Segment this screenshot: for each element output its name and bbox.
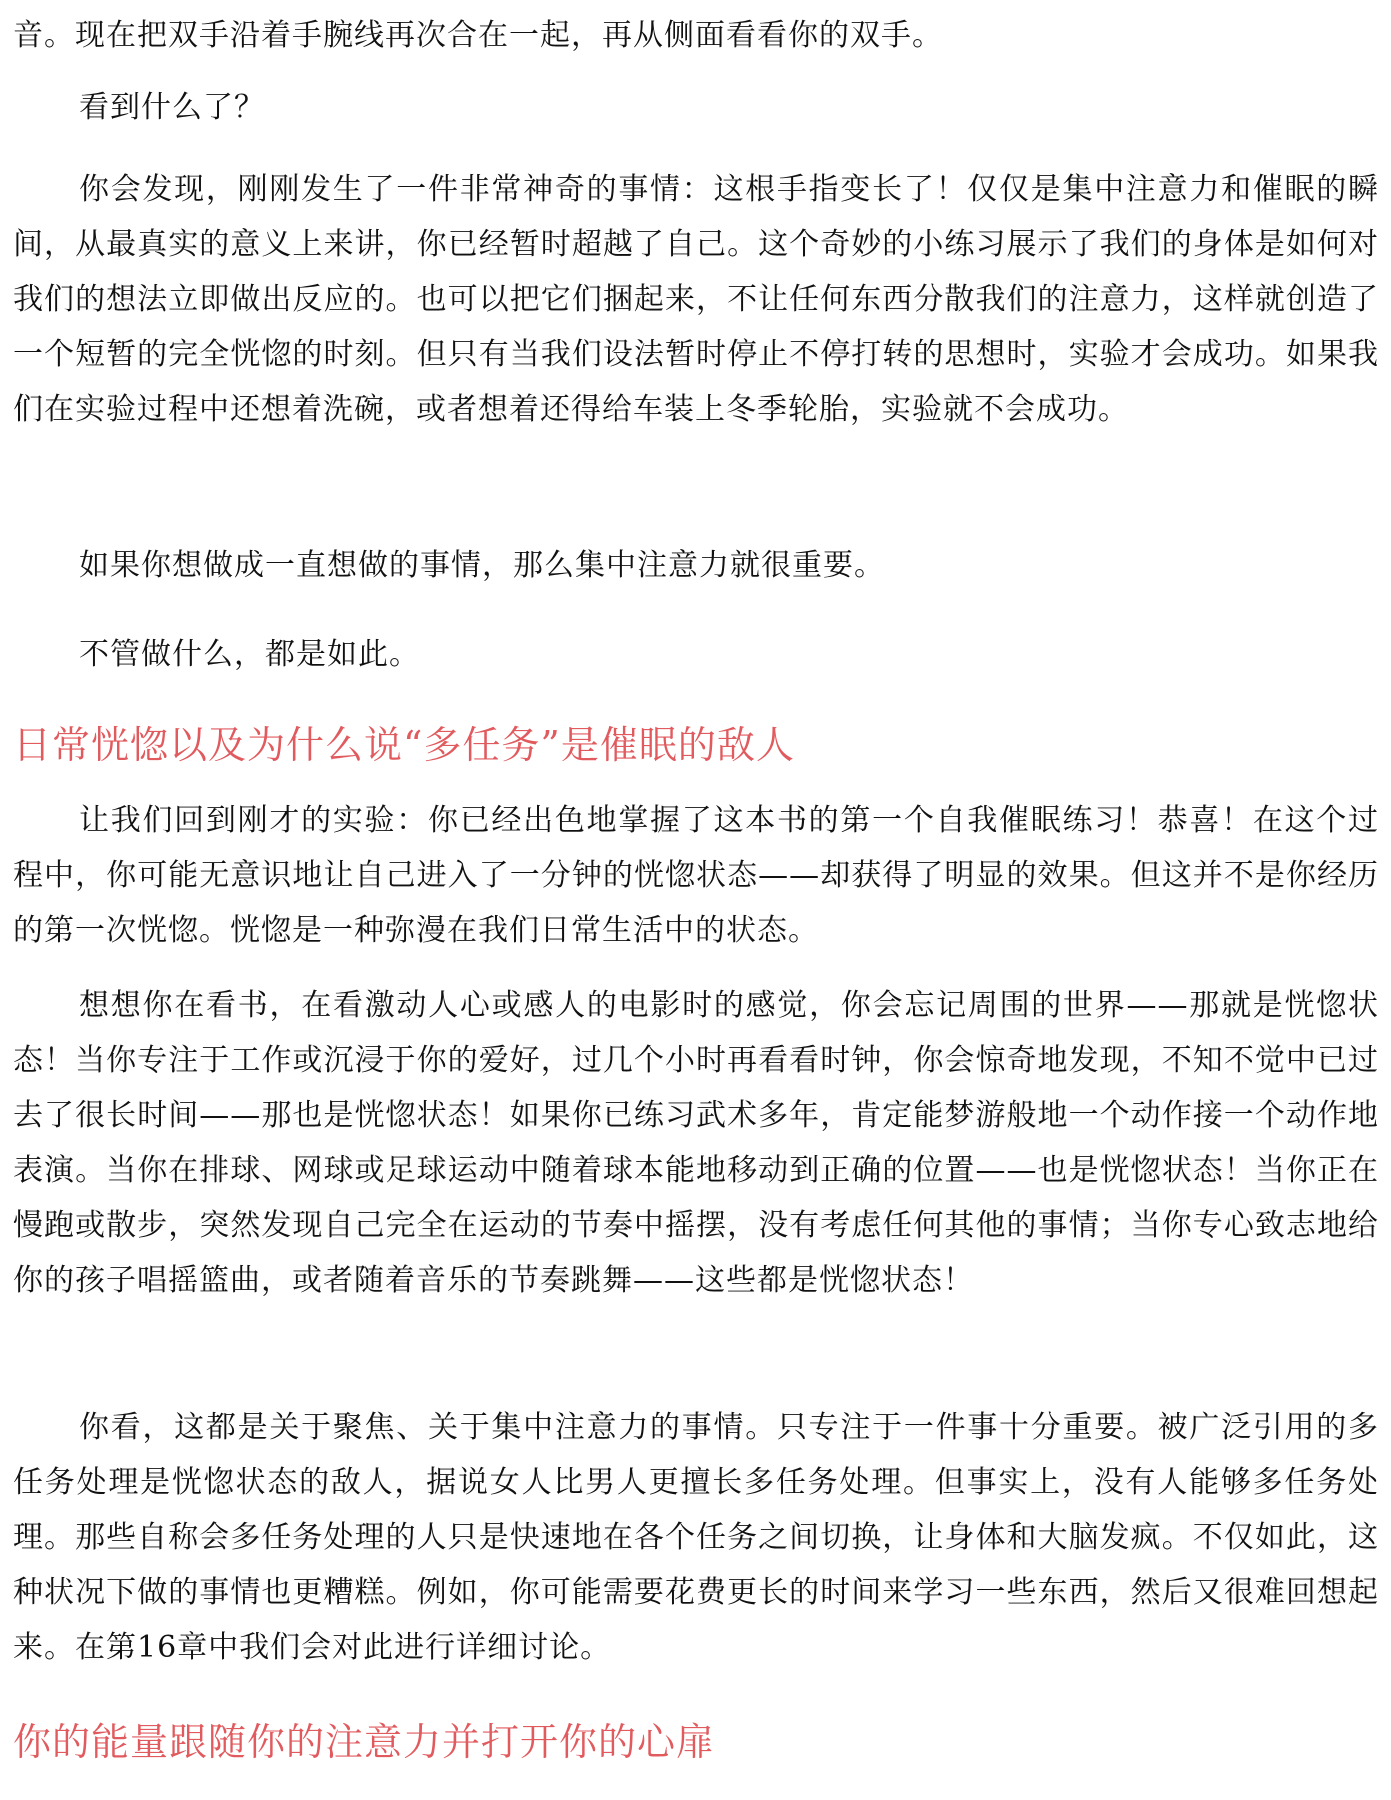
paragraph-multitasking: 你看，这都是关于聚焦、关于集中注意力的事情。只专注于一件事十分重要。被广泛引用的多任务处理是恍惚状态的敌人，据说女人比男人更擅长多任务处理。但事实上，没有人能够多任务处理。那些自称会多任务处理的人只是快速地在各个任务之间切换，让身体和大脑发疯。不仅如此，这种状况下做的事情也更糟糕。例如，你可能需要花费更长的时间来学习一些东西，然后又很难回想起来。在第16章中我们会对此进行详细讨论。 xyxy=(13,1410,1379,1665)
paragraph-focus-important: 如果你想做成一直想做的事情，那么集中注意力就很重要。 xyxy=(79,548,885,583)
paragraph-trance-examples: 想想你在看书，在看激动人心或感人的电影时的感觉，你会忘记周围的世界——那就是恍惚状态！当你专注于工作或沉浸于你的爱好，过几个小时再看看时钟，你会惊奇地发现，不知不觉中已过去了很长时间——那也是恍惚状态！如果你已练习武术多年，肯定能梦游般地一个动作接一个动作地表演。当你在排球、网球或足球运动中随着球本能地移动到正确的位置——也是恍惚状态！当你正在慢跑或散步，突然发现自己完全在运动的节奏中摇摆，没有考虑任何其他的事情；当你专心致志地给你的孩子唱摇篮曲，或者随着音乐的节奏跳舞——这些都是恍惚状态！ xyxy=(13,988,1379,1298)
paragraph-continuation: 音。现在把双手沿着手腕线再次合在一起，再从侧面看看你的双手。 xyxy=(13,18,943,53)
section-heading-energy-follows-attention: 你的能量跟随你的注意力并打开你的心扉 xyxy=(13,1720,716,1764)
paragraph-question: 看到什么了？ xyxy=(79,90,265,125)
section-heading-daily-trance: 日常恍惚以及为什么说“多任务”是催眠的敌人 xyxy=(13,723,795,767)
paragraph-experiment-result: 你会发现，刚刚发生了一件非常神奇的事情：这根手指变长了！仅仅是集中注意力和催眠的瞬间，从最真实的意义上来讲，你已经暂时超越了自己。这个奇妙的小练习展示了我们的身体是如何对我们的想法立即做出反应的。也可以把它们捆起来，不让任何东西分散我们的注意力，这样就创造了一个短暂的完全恍惚的时刻。但只有当我们设法暂时停止不停打转的思想时，实验才会成功。如果我们在实验过程中还想着洗碗，或者想着还得给车装上冬季轮胎，实验就不会成功。 xyxy=(13,172,1379,427)
paragraph-always: 不管做什么，都是如此。 xyxy=(79,637,420,672)
paragraph-back-to-experiment: 让我们回到刚才的实验：你已经出色地掌握了这本书的第一个自我催眠练习！恭喜！在这个过程中，你可能无意识地让自己进入了一分钟的恍惚状态——却获得了明显的效果。但这并不是你经历的第一次恍惚。恍惚是一种弥漫在我们日常生活中的状态。 xyxy=(13,803,1379,948)
